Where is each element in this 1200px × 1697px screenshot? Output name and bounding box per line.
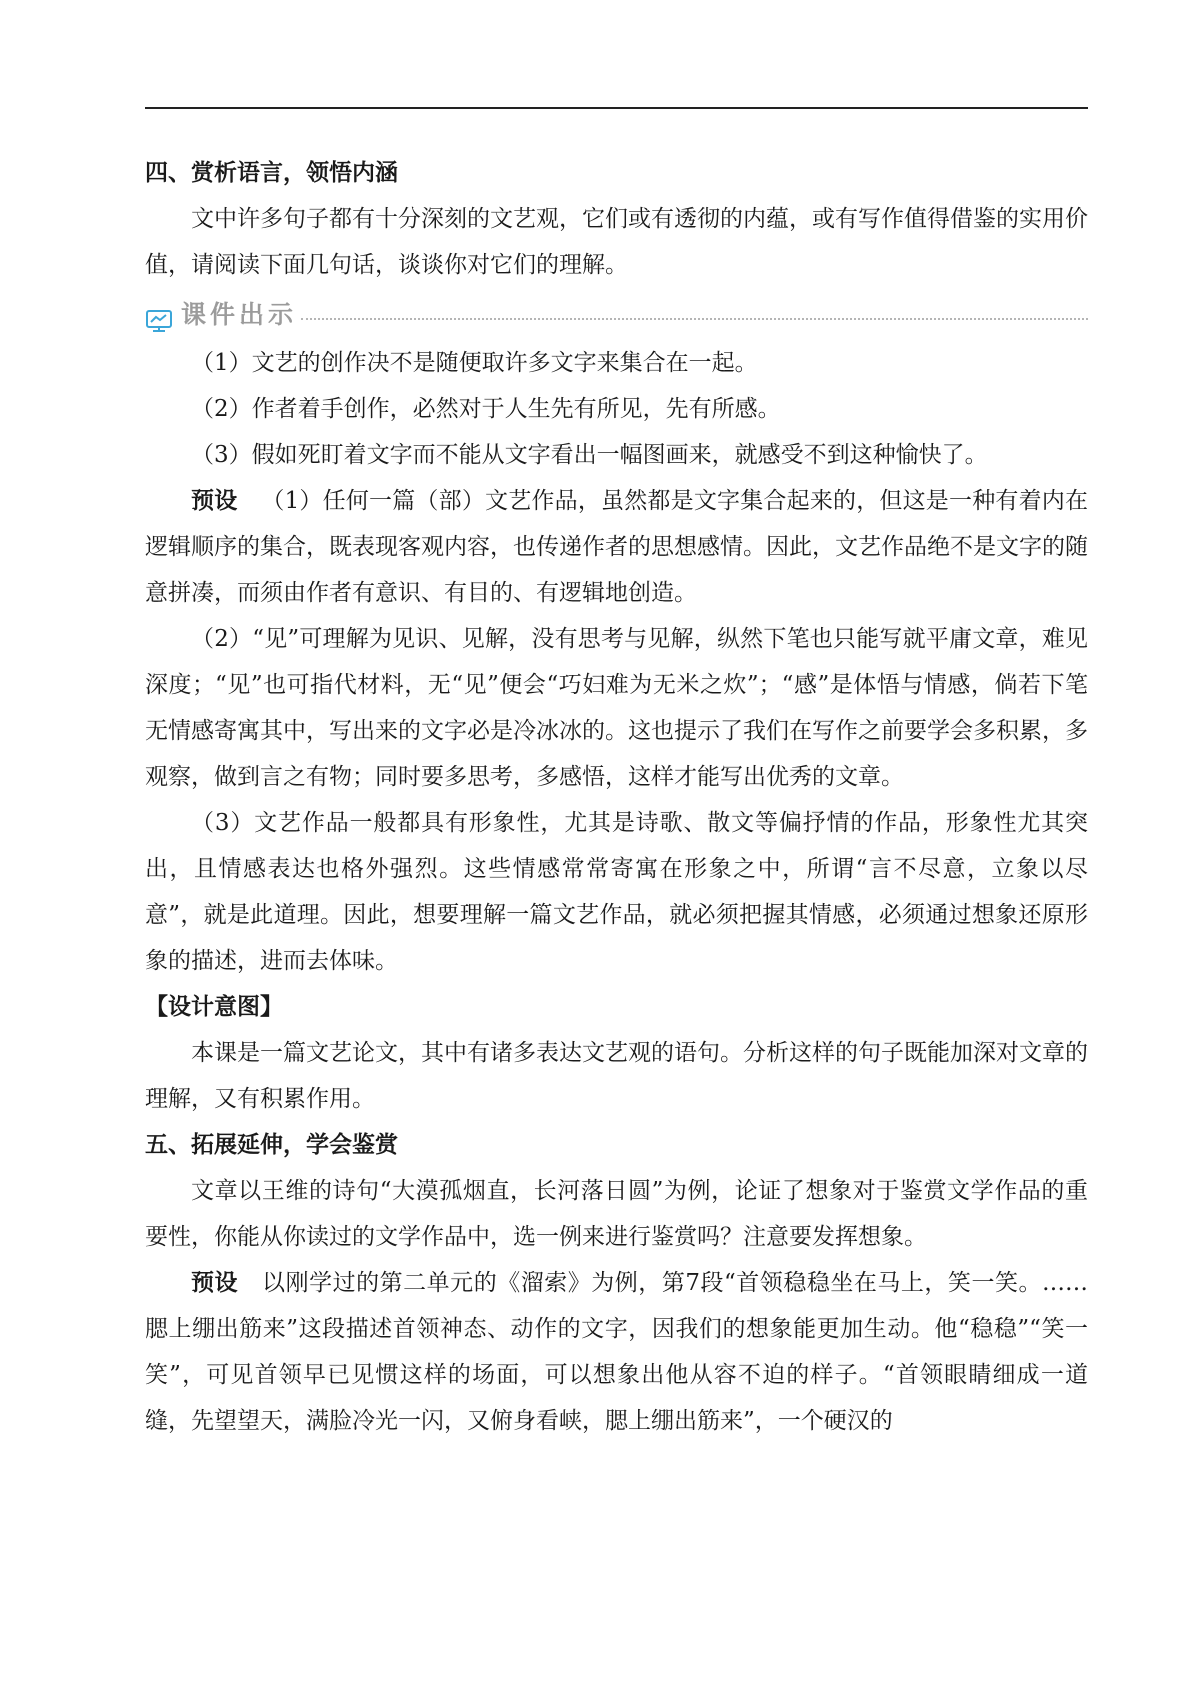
section-5-heading: 五、拓展延伸，学会鉴赏 bbox=[145, 1132, 398, 1158]
preset-tag: 预设 bbox=[191, 1270, 239, 1296]
presentation-board-icon bbox=[145, 303, 173, 327]
design-intent-text: 本课是一篇文艺论文，其中有诸多表达文艺观的语句。分析这样的句子既能加深对文章的理解，又有积累作用。 bbox=[145, 1040, 1088, 1112]
header-rule bbox=[145, 107, 1088, 109]
courseware-dotted-rule bbox=[301, 318, 1088, 320]
section-4-intro: 文中许多句子都有十分深刻的文艺观，它们或有透彻的内蕴，或有写作值得借鉴的实用价值，请阅读下面几句话，谈谈你对它们的理解。 bbox=[145, 206, 1088, 278]
quote-item-1: （1）文艺的创作决不是随便取许多文字来集合在一起。 bbox=[191, 350, 758, 376]
answer-2-text: （2）“见”可理解为见识、见解，没有思考与见解，纵然下笔也只能写就平庸文章，难见深度；“见”也可指代材料，无“见”便会“巧妇难为无米之炊”；“感”是体悟与情感，倘若下笔无情感寄寓其中，写出来的文字必是冷冰冰的。这也提示了我们在写作之前要学会多积累，多观察，做到言之有物；同时要多思考，多感悟，这样才能写出优秀的文章。 bbox=[145, 626, 1088, 790]
quote-item-3: （3）假如死盯着文字而不能从文字看出一幅图画来，就感受不到这种愉快了。 bbox=[191, 442, 988, 468]
courseware-label: 课件出示 bbox=[181, 300, 298, 329]
section-5-intro: 文章以王维的诗句“大漠孤烟直，长河落日圆”为例，论证了想象对于鉴赏文学作品的重要性，你能从你读过的文学作品中，选一例来进行鉴赏吗？注意要发挥想象。 bbox=[145, 1178, 1088, 1250]
design-intent-heading: 【设计意图】 bbox=[145, 994, 283, 1020]
courseware-banner bbox=[145, 292, 1088, 338]
preset-section-5-text: 以刚学过的第二单元的《溜索》为例，第7段“首领稳稳坐在马上，笑一笑。……腮上绷出筋来”这段描述首领神态、动作的文字，因我们的想象能更加生动。他“稳稳”“笑一笑”，可见首领早已见惯这样的场面，可以想象出他从容不迫的样子。“首领眼睛细成一道缝，先望望天，满脸冷光一闪，又俯身看峡，腮上绷出筋来”，一个硬汉的 bbox=[145, 1270, 1088, 1434]
document-body bbox=[145, 150, 1088, 1444]
section-4-heading: 四、赏析语言，领悟内涵 bbox=[145, 160, 398, 186]
answer-1-text: （1）任何一篇（部）文艺作品，虽然都是文字集合起来的，但这是一种有着内在逻辑顺序的集合，既表现客观内容，也传递作者的思想感情。因此，文艺作品绝不是文字的随意拼凑，而须由作者有意识、有目的、有逻辑地创造。 bbox=[145, 488, 1089, 606]
preset-tag: 预设 bbox=[191, 488, 238, 514]
quote-item-2: （2）作者着手创作，必然对于人生先有所见，先有所感。 bbox=[191, 396, 781, 422]
preset-section-5 bbox=[145, 1260, 1088, 1444]
answer-3-text: （3）文艺作品一般都具有形象性，尤其是诗歌、散文等偏抒情的作品，形象性尤其突出，且情感表达也格外强烈。这些情感常常寄寓在形象之中，所谓“言不尽意，立象以尽意”，就是此道理。因此，想要理解一篇文艺作品，就必须把握其情感，必须通过想象还原形象的描述，进而去体味。 bbox=[145, 810, 1088, 974]
preset-answer-1 bbox=[145, 478, 1088, 616]
